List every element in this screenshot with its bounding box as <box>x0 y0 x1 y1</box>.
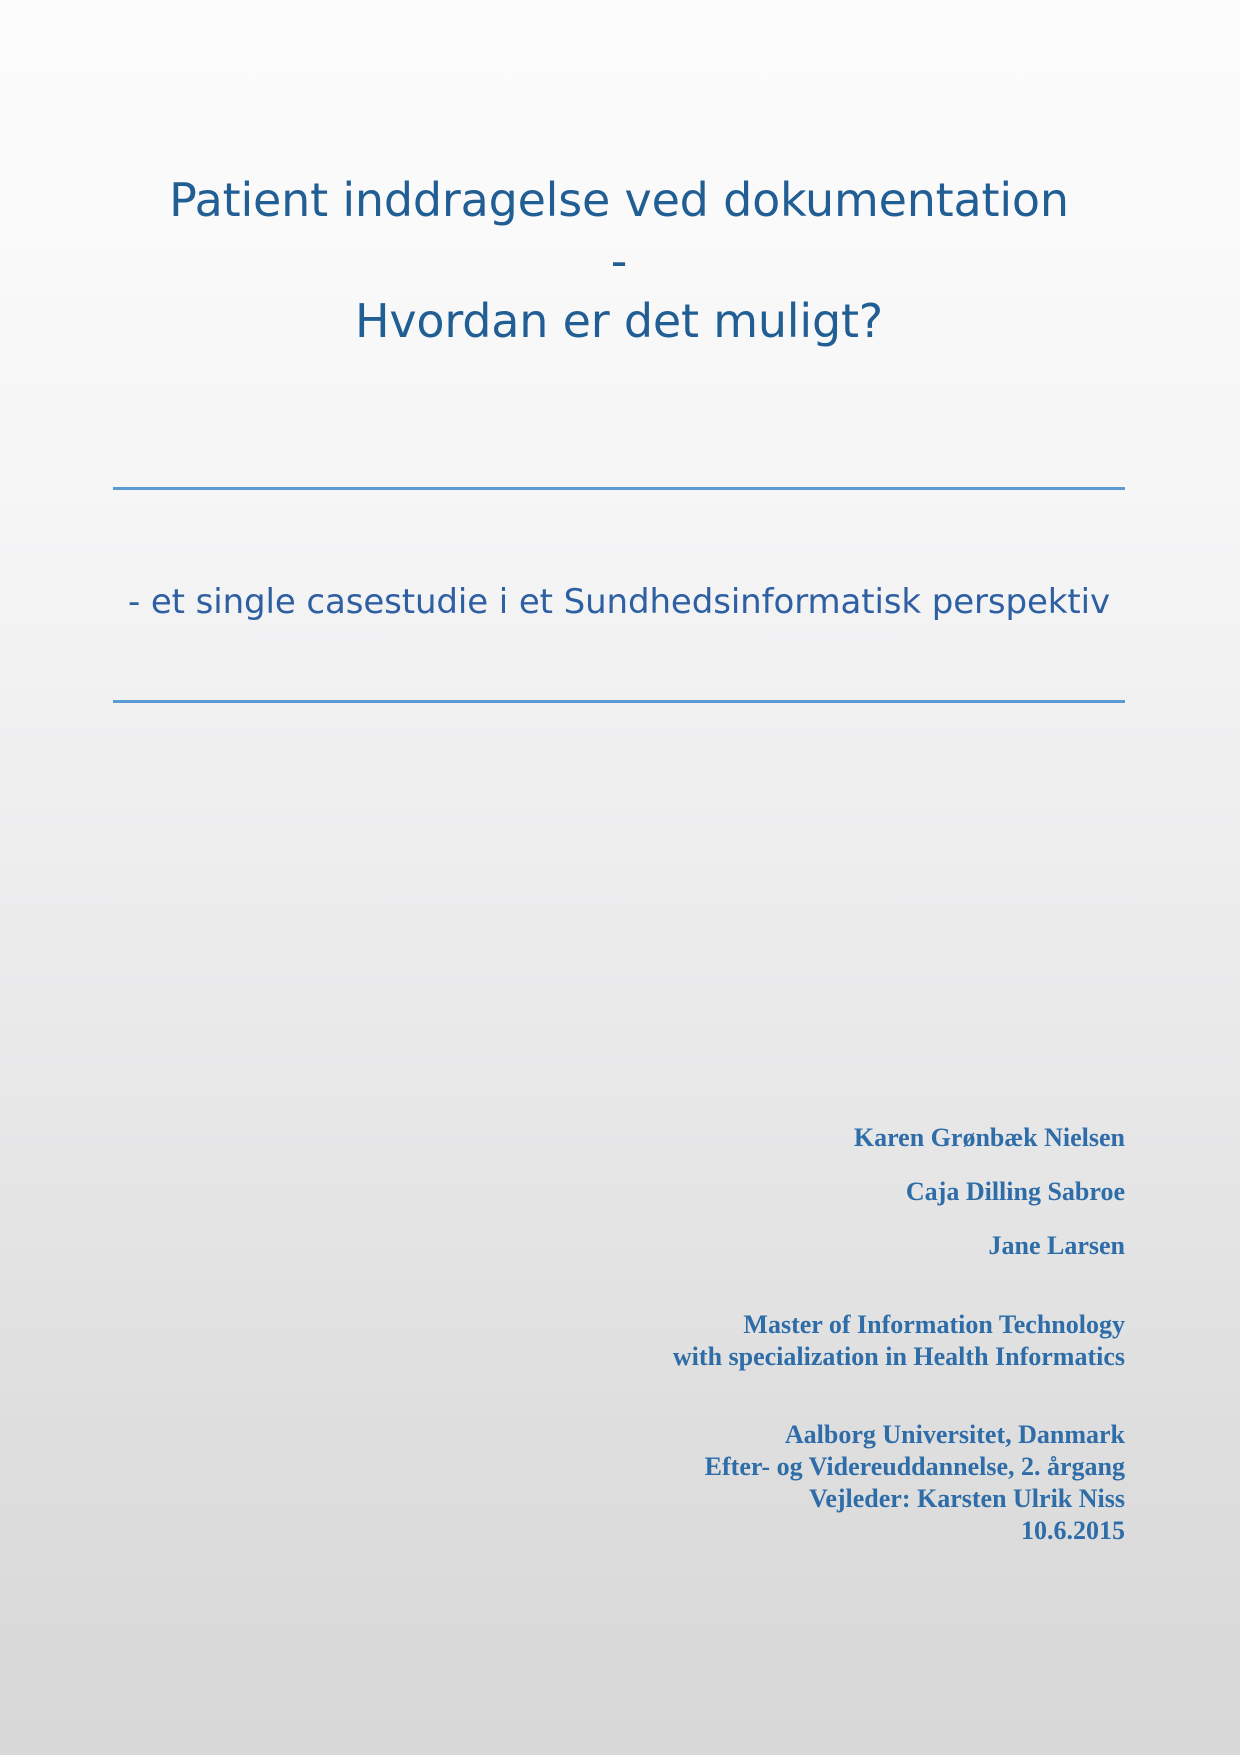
title-line-1: Patient inddragelse ved dokumentation <box>169 173 1069 227</box>
author-name: Caja Dilling Sabroe <box>905 1177 1125 1206</box>
author-list <box>425 1125 1125 1259</box>
divider-above-subtitle <box>113 487 1125 490</box>
institution-line: Efter- og Videreuddannelse, 2. årgang <box>704 1451 1125 1481</box>
institution-line: Aalborg Universitet, Danmark <box>784 1419 1125 1449</box>
title-line-3: Hvordan er det muligt? <box>355 294 883 349</box>
author-name: Karen Grønbæk Nielsen <box>853 1123 1125 1152</box>
page-subtitle <box>113 581 1125 624</box>
programme-line: with specialization in Health Informatics <box>672 1341 1125 1371</box>
colophon-block <box>425 1125 1125 1547</box>
page-title <box>113 170 1125 352</box>
title-line-2: - <box>610 233 628 288</box>
divider-below-subtitle <box>113 700 1125 703</box>
institution-block <box>425 1419 1125 1547</box>
programme-line: Master of Information Technology <box>743 1310 1125 1339</box>
author-name: Jane Larsen <box>988 1231 1125 1260</box>
supervisor-line: Vejleder: Karsten Ulrik Niss <box>808 1483 1125 1513</box>
date-line: 10.6.2015 <box>1021 1515 1125 1545</box>
programme-block <box>425 1309 1125 1373</box>
subtitle-text: - et single casestudie i et Sundhedsinformatisk perspektiv <box>127 582 1110 622</box>
